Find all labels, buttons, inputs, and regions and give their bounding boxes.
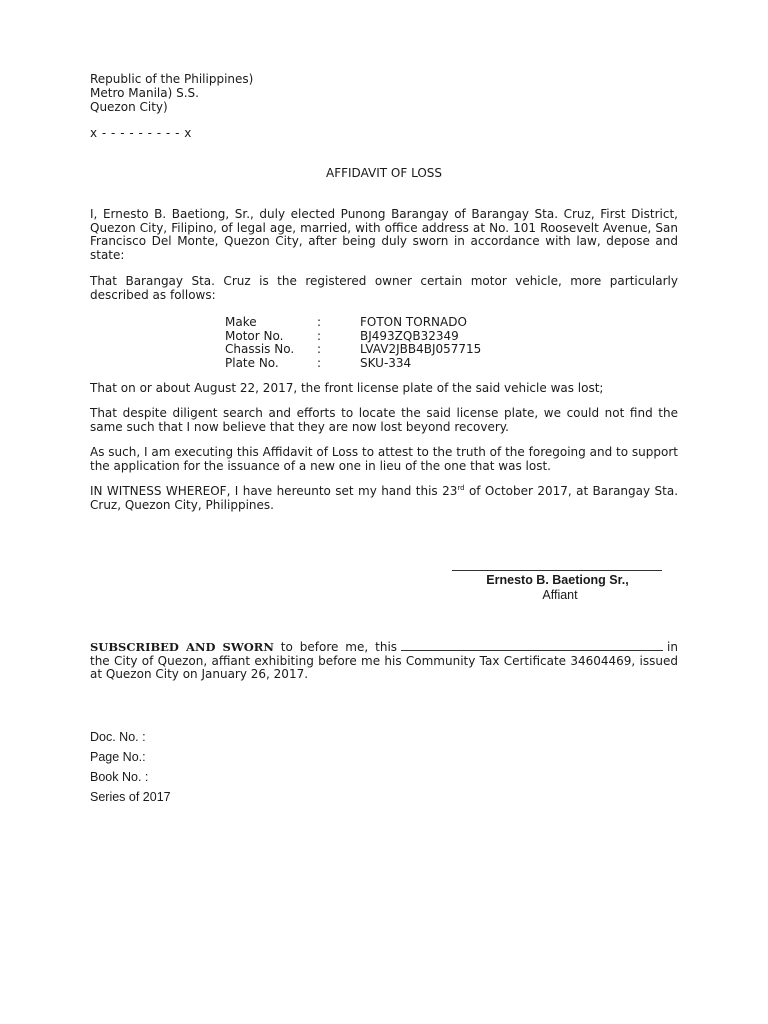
paragraph-identity: I, Ernesto B. Baetiong, Sr., duly elected Punong Barangay of Barangay Sta. Cruz, First District, Quezon City, Filipino, of legal age, married, with office address at No. 101 Roosevelt Avenue, San Francisco Del Monte, Quezon City, after being duly sworn in accordance with law, depose and state: [90, 207, 678, 262]
witness-text-end: of October 2017, at Barangay Sta. Cruz, Quezon City, Philippines. [90, 484, 679, 512]
vehicle-value: SKU-334 [360, 355, 412, 370]
signature-line [452, 570, 662, 571]
affiant-role: Affiant [542, 588, 578, 602]
vehicle-details-table [225, 316, 481, 370]
vehicle-colon: : [317, 355, 322, 370]
document-title: AFFIDAVIT OF LOSS [325, 166, 442, 180]
jurat-heading: SUBSCRIBED AND SWORN [90, 640, 274, 654]
vehicle-label: Motor No. [225, 328, 284, 343]
paragraph-search: That despite diligent search and efforts to locate the said license plate, we could not find the same such that I now believe that they are now lost beyond recovery. [90, 406, 678, 434]
book-number: Book No. : [90, 770, 149, 784]
vehicle-colon: : [317, 342, 322, 356]
page-number: Page No.: [90, 750, 146, 764]
affiant-name: Ernesto B. Baetiong Sr., [486, 573, 629, 587]
vehicle-row-chassis [225, 343, 481, 357]
venue-line-metro: Metro Manila) S.S. [90, 86, 199, 100]
notarial-register [90, 730, 171, 810]
vehicle-value: FOTON TORNADO [360, 315, 467, 329]
jurat-text-start: to before me, this [273, 640, 398, 654]
vehicle-colon: : [317, 328, 322, 343]
vehicle-row-make [225, 316, 481, 330]
vehicle-label: Make [225, 315, 257, 329]
vehicle-value: BJ493ZQB32349 [360, 328, 459, 343]
venue-block [90, 72, 253, 114]
vehicle-value: LVAV2JBB4BJ057715 [360, 342, 482, 356]
vehicle-label: Plate No. [225, 355, 279, 370]
jurat-text-end: in the City of Quezon, affiant exhibiting before me his Community Tax Certificate 34604469, issued at Quezon City on January 26, 2017. [90, 640, 678, 681]
paragraph-jurat [90, 641, 678, 682]
vehicle-colon: : [317, 315, 322, 329]
paragraph-purpose: As such, I am executing this Affidavit of Loss to attest to the truth of the foregoing and to support the application for the issuance of a new one in lieu of the one that was lost. [90, 445, 678, 473]
vehicle-row-plate [225, 357, 481, 371]
paragraph-witness [90, 485, 678, 512]
venue-line-republic: Republic of the Philippines) [90, 72, 254, 86]
paragraph-ownership: That Barangay Sta. Cruz is the registered owner certain motor vehicle, more particularly described as follows: [90, 274, 678, 302]
separator-line: x - - - - - - - - - x [90, 126, 192, 140]
paragraph-loss-date: That on or about August 22, 2017, the front license plate of the said vehicle was lost; [90, 381, 604, 395]
doc-number: Doc. No. : [90, 730, 146, 744]
vehicle-row-motor [225, 330, 481, 344]
series-year: Series of 2017 [90, 790, 171, 804]
witness-text-start: IN WITNESS WHEREOF, I have hereunto set my hand this 23 [90, 484, 458, 498]
date-blank-line [401, 641, 663, 651]
ordinal-suffix: rd [457, 484, 465, 492]
vehicle-label: Chassis No. [225, 342, 295, 356]
venue-line-city: Quezon City) [90, 100, 168, 114]
